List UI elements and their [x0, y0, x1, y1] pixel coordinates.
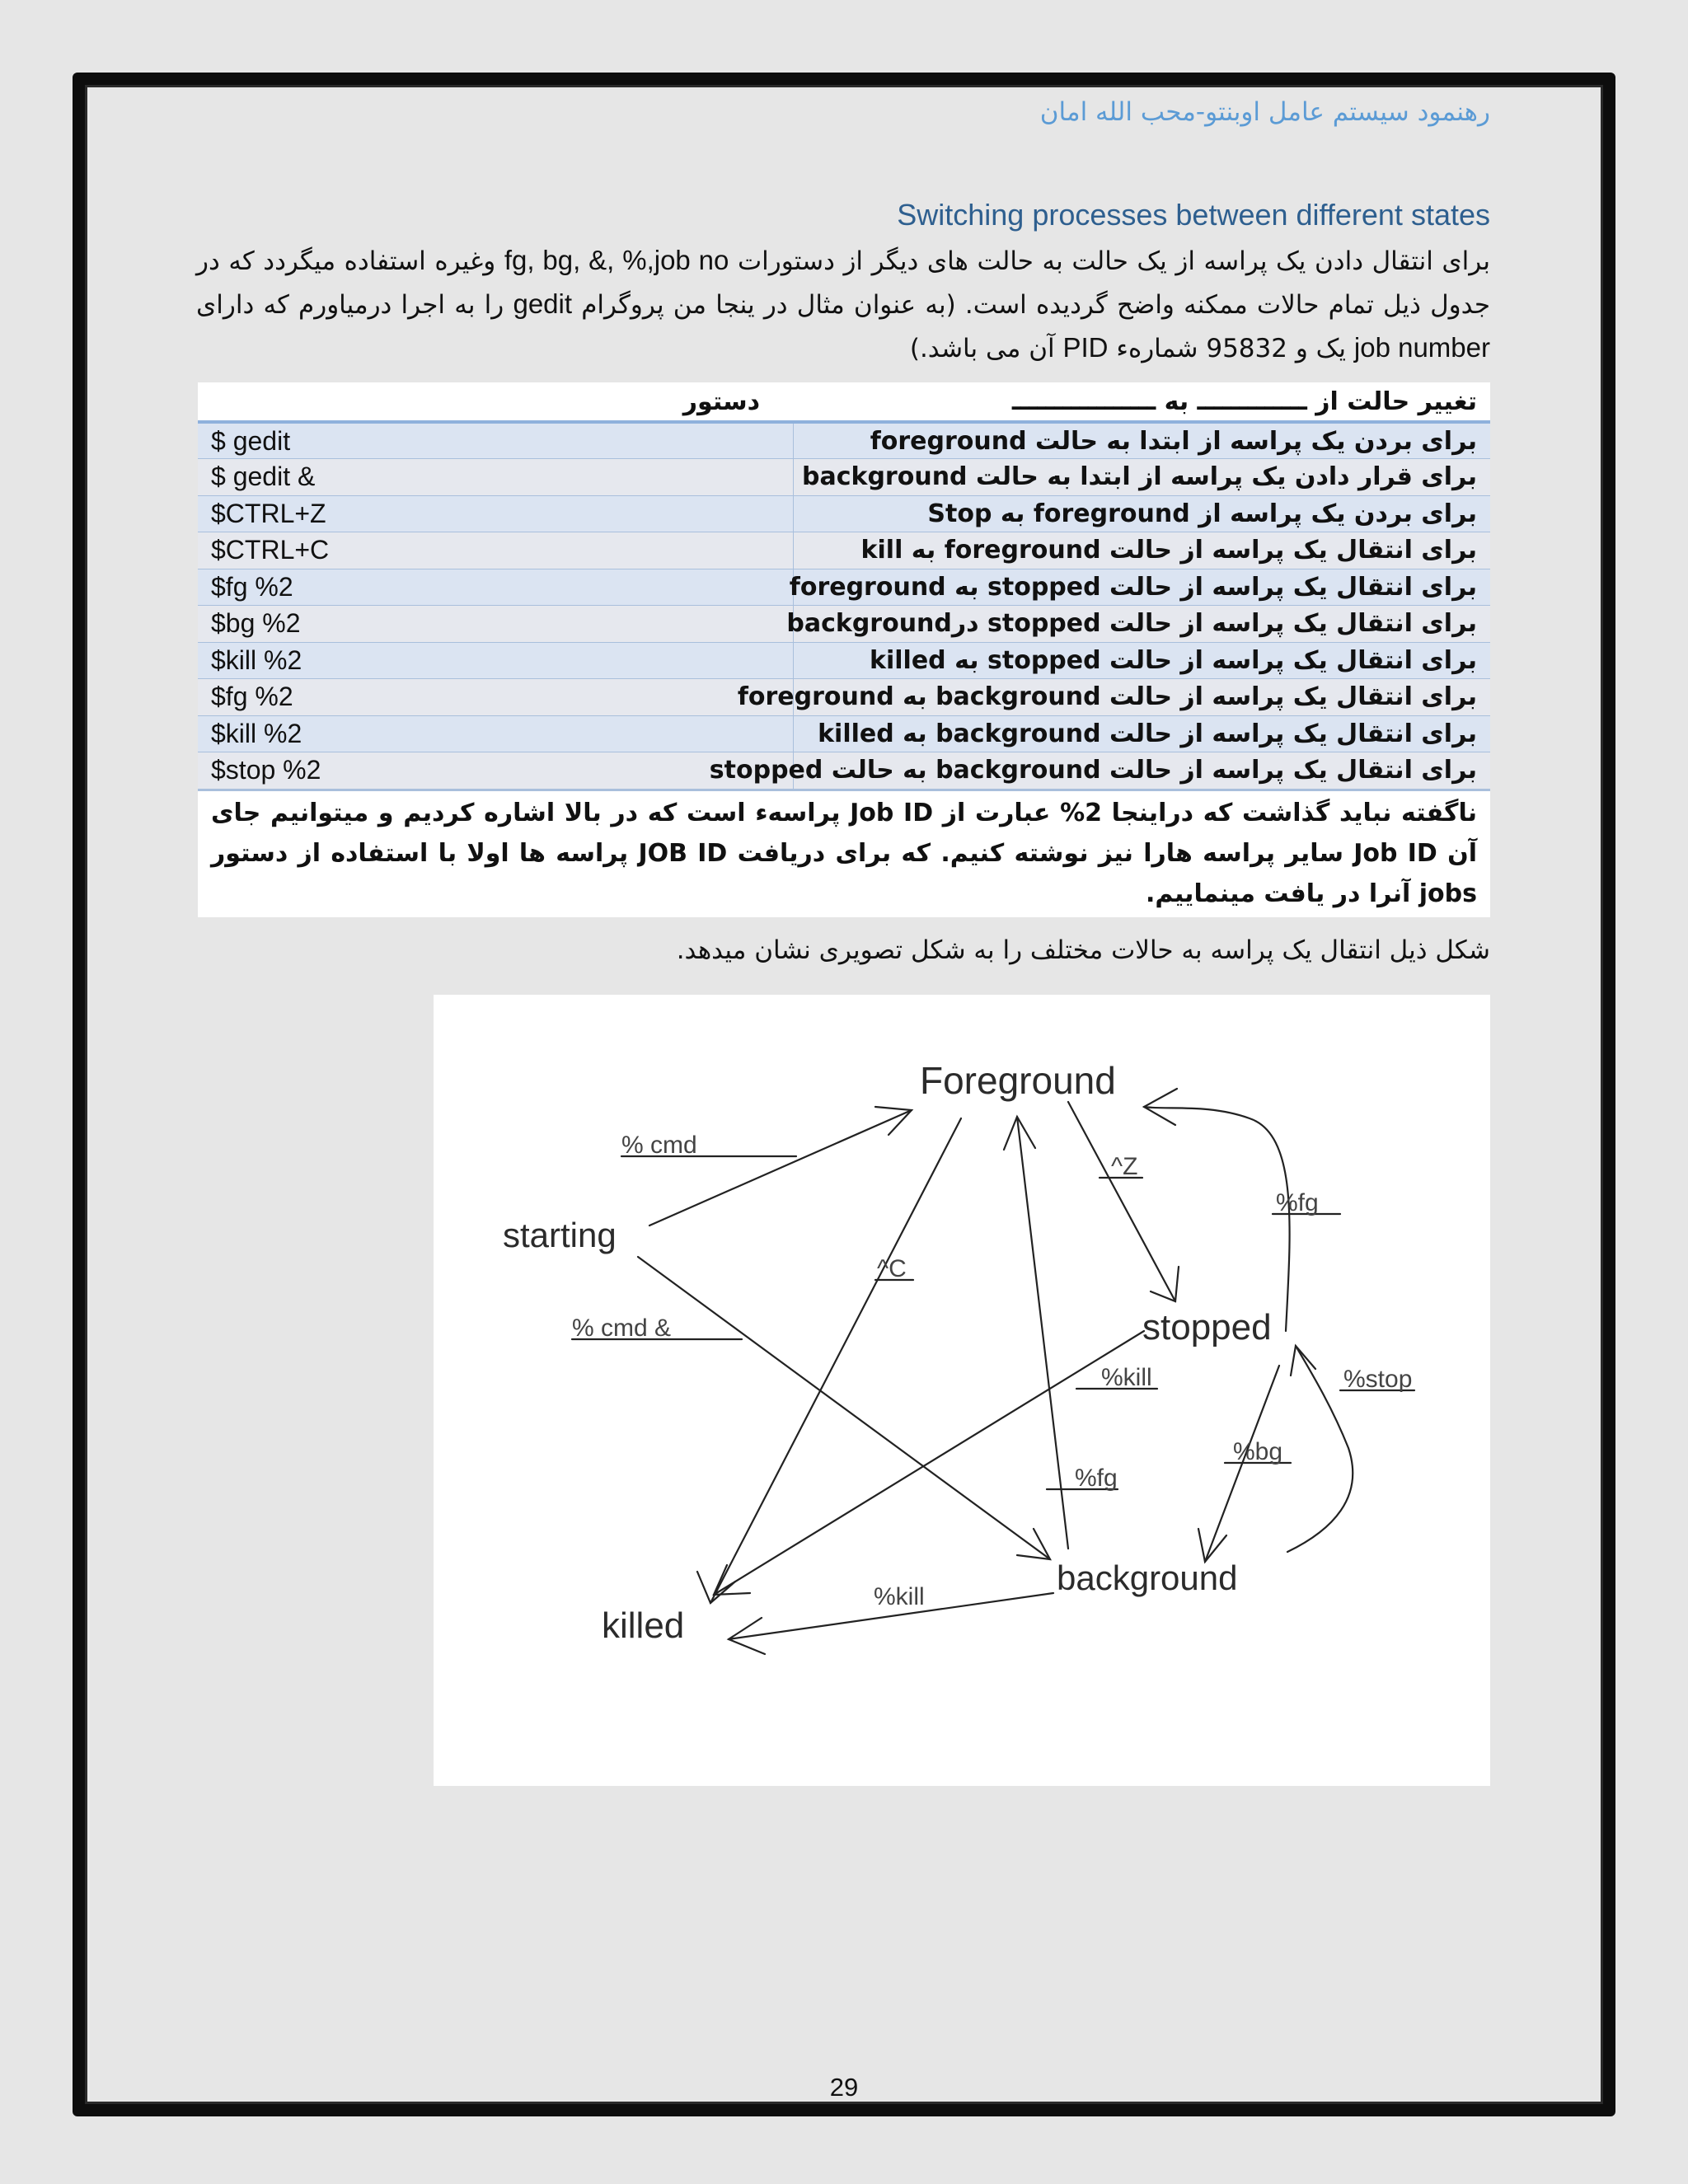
intro-text-2: وغیره استفاده میگردد که در جدول ذیل تمام حالات ممکنه واضح گردیده است. (به عنوان مثال در ینجا من پروگرام — [196, 246, 1491, 320]
table-row — [198, 532, 1490, 569]
label-ctrl-c: ^C — [877, 1255, 907, 1282]
figure-caption: شکل ذیل انتقال یک پراسه به حالات مختلف را به شکل تصویری نشان میدهد. — [676, 935, 1490, 965]
intro-commands: fg, bg, &, %,job no — [504, 245, 729, 275]
intro-text-4: یک و 95832 شماره‌ء — [1108, 334, 1354, 363]
description-cell: برای انتقال یک پراسه از حالت stopped درbackground — [793, 606, 1490, 643]
command-cell: $bg %2 — [198, 606, 793, 643]
table-row — [198, 569, 1490, 606]
label-kill-background: %kill — [874, 1583, 925, 1610]
arrowhead — [875, 1107, 912, 1135]
table-note: ناگفته نباید گذاشت که دراینجا 2% عبارت از Job ID پراسهء است که در بالا اشاره کردیم و میتوانیم جای آن Job ID سایر پراسه هارا نیز نوشته کنیم. که برای دریافت JOB ID پراسه ها اولا با استفاده از دستور jobs آنرا در یافت مینماییم. — [198, 790, 1490, 917]
intro-paragraph — [196, 239, 1490, 370]
command-cell: $ gedit & — [198, 459, 793, 496]
state-killed: killed — [602, 1605, 685, 1646]
table-row — [198, 422, 1490, 459]
edge-background-foreground — [1017, 1117, 1068, 1549]
edge-stopped-killed — [714, 1331, 1144, 1595]
label-stop: %stop — [1343, 1366, 1413, 1393]
edge-starting-foreground — [649, 1110, 912, 1226]
description-cell: برای بردن یک پراسه از ابتدا به حالت foreground — [793, 422, 1490, 459]
command-cell: $fg %2 — [198, 679, 793, 716]
header-state-change: تغییر حالت از ـــــــــــــ به ـــــــــــــــــ — [793, 382, 1490, 422]
process-state-diagram — [434, 995, 1490, 1786]
state-table — [198, 382, 1490, 917]
running-header: رهنمود سیستم عامل اوبنتو-محب الله امان — [1039, 97, 1490, 127]
table-row — [198, 679, 1490, 716]
section-title: Switching processes between different states — [897, 198, 1490, 232]
state-foreground: Foreground — [920, 1059, 1116, 1102]
command-cell: $fg %2 — [198, 569, 793, 606]
label-ctrl-z: ^Z — [1111, 1153, 1138, 1180]
arrowhead — [714, 1565, 750, 1595]
state-background: background — [1057, 1558, 1238, 1597]
table-row — [198, 606, 1490, 643]
table-row — [198, 752, 1490, 790]
command-cell: $kill %2 — [198, 715, 793, 752]
table-row — [198, 642, 1490, 679]
arrowhead — [1151, 1267, 1179, 1301]
description-cell: برای انتقال یک پراسه از حالت background به killed — [793, 715, 1490, 752]
label-kill-stopped: %kill — [1101, 1364, 1152, 1391]
label-cmd-bg: % cmd & — [572, 1315, 672, 1342]
arrowhead — [1198, 1529, 1226, 1562]
table-row — [198, 459, 1490, 496]
state-stopped: stopped — [1142, 1307, 1272, 1347]
command-cell: $stop %2 — [198, 752, 793, 790]
intro-job-number: job number — [1353, 332, 1490, 363]
header-command: دستور — [198, 382, 793, 422]
edge-foreground-stopped — [1068, 1102, 1175, 1301]
description-cell: برای انتقال یک پراسه از حالت stopped به killed — [793, 642, 1490, 679]
arrowhead — [1291, 1346, 1315, 1376]
intro-text-3: را به اجرا درمیاورم که دارای — [196, 290, 513, 320]
table-row — [198, 715, 1490, 752]
command-cell: $CTRL+C — [198, 532, 793, 569]
label-bg: %bg — [1233, 1438, 1283, 1465]
description-cell: برای بردن یک پراسه از foreground به Stop — [793, 495, 1490, 532]
label-fg-background: %fg — [1075, 1465, 1118, 1492]
description-cell: برای انتقال یک پراسه از حالت foreground به kill — [793, 532, 1490, 569]
intro-text-1: برای انتقال دادن یک پراسه از یک حالت به حالت های دیگر از دستورات — [729, 246, 1490, 276]
edge-foreground-killed — [710, 1118, 961, 1603]
description-cell: برای انتقال یک پراسه از حالت background به حالت stopped — [793, 752, 1490, 790]
table-header-row — [198, 382, 1490, 422]
command-cell: $kill %2 — [198, 642, 793, 679]
state-starting: starting — [503, 1216, 617, 1254]
description-cell: برای قرار دادن یک پراسه از ابتدا به حالت background — [793, 459, 1490, 496]
table-row — [198, 495, 1490, 532]
command-cell: $ gedit — [198, 422, 793, 459]
intro-gedit: gedit — [513, 288, 573, 319]
label-fg-stopped: %fg — [1276, 1189, 1319, 1216]
label-cmd: % cmd — [621, 1132, 697, 1159]
intro-pid: PID — [1062, 332, 1109, 363]
description-cell: برای انتقال یک پراسه از حالت background به foreground — [793, 679, 1490, 716]
intro-text-5: آن می باشد.) — [909, 334, 1063, 363]
page-number: 29 — [829, 2073, 859, 2102]
description-cell: برای انتقال یک پراسه از حالت stopped به foreground — [793, 569, 1490, 606]
command-cell: $CTRL+Z — [198, 495, 793, 532]
